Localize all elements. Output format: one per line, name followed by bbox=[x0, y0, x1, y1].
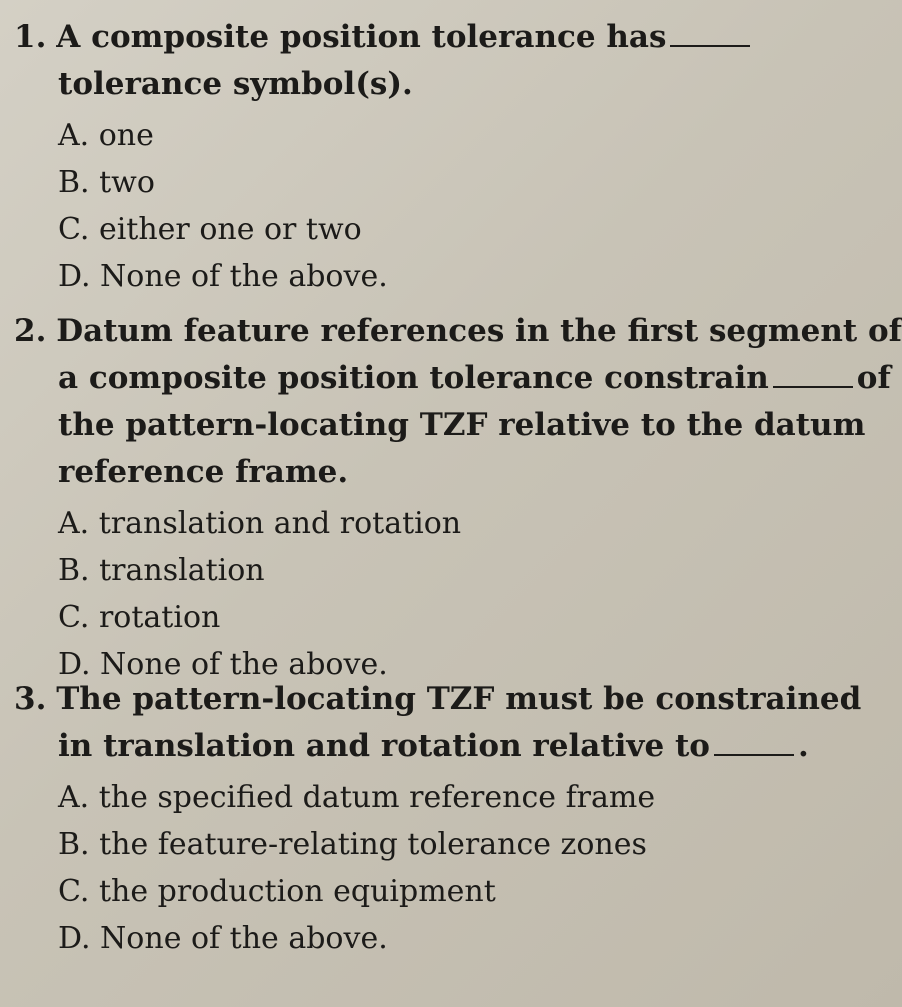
question-text: reference frame. bbox=[58, 454, 349, 490]
options-list bbox=[14, 774, 854, 962]
options-list bbox=[14, 112, 854, 300]
option-a: A. translation and rotation bbox=[58, 506, 462, 541]
question-text: . bbox=[797, 728, 809, 764]
option-a: A. the specified datum reference frame bbox=[58, 780, 656, 815]
question-2-line-3 bbox=[14, 402, 866, 449]
option-c: C. the production equipment bbox=[58, 874, 496, 909]
question-number: 3. bbox=[14, 681, 47, 717]
question-text: The pattern-locating TZF must be constrained bbox=[56, 681, 862, 717]
question-text: of bbox=[856, 360, 891, 396]
question-number: 2. bbox=[14, 313, 47, 349]
options-list bbox=[14, 500, 854, 688]
option-b: B. the feature-relating tolerance zones bbox=[58, 827, 647, 862]
question-number: 1. bbox=[14, 19, 47, 55]
question-1 bbox=[14, 14, 854, 300]
option-d: D. None of the above. bbox=[58, 259, 388, 294]
question-text: a composite position tolerance constrain bbox=[58, 360, 769, 396]
option-b: B. two bbox=[58, 165, 155, 200]
question-3-line-1 bbox=[14, 676, 862, 723]
question-1-line-1 bbox=[14, 14, 854, 61]
question-1-line-2 bbox=[14, 61, 854, 108]
question-text: in translation and rotation relative to bbox=[58, 728, 710, 764]
question-3-line-2 bbox=[14, 723, 854, 770]
question-2-line-4 bbox=[14, 449, 854, 496]
question-text: A composite position tolerance has bbox=[56, 19, 667, 55]
question-text: tolerance symbol(s). bbox=[58, 66, 413, 102]
question-2-line-2 bbox=[14, 355, 891, 402]
option-b: B. translation bbox=[58, 553, 265, 588]
answer-blank bbox=[714, 753, 794, 756]
question-2 bbox=[14, 308, 902, 688]
option-d: D. None of the above. bbox=[58, 921, 388, 956]
question-2-line-1 bbox=[14, 308, 902, 355]
option-c: C. rotation bbox=[58, 600, 221, 635]
option-a: A. one bbox=[58, 118, 154, 153]
option-c: C. either one or two bbox=[58, 212, 362, 247]
question-text: the pattern-locating TZF relative to the datum bbox=[58, 407, 866, 443]
answer-blank bbox=[773, 385, 853, 388]
question-3 bbox=[14, 676, 862, 962]
option-d: D. None of the above. bbox=[58, 647, 388, 682]
question-text: Datum feature references in the first segment of bbox=[56, 313, 902, 349]
answer-blank bbox=[670, 44, 750, 47]
